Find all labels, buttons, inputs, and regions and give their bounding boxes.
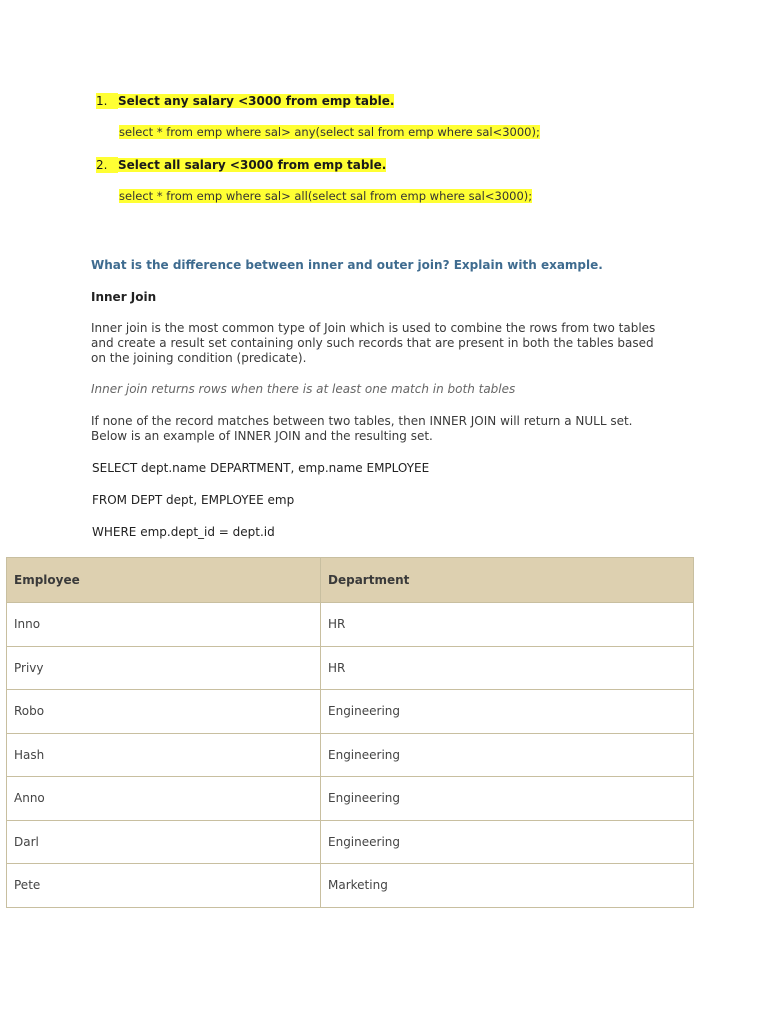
- question-1-title: Select any salary <3000 from emp table.: [118, 94, 395, 108]
- question-2-title: Select all salary <3000 from emp table.: [118, 158, 387, 172]
- table-header-row: [7, 558, 694, 603]
- department-cell: Marketing: [321, 864, 694, 908]
- question-1: [96, 93, 394, 109]
- inner-join-description: Inner join is the most common type of Join which is used to combine the rows from two tables and create a result set containing only such records that are present in both the tables based on the joining condition (predicate).: [91, 321, 656, 365]
- question-2-code: [119, 189, 532, 204]
- table-row: [7, 777, 694, 821]
- table-row: [7, 646, 694, 690]
- department-cell: Engineering: [321, 733, 694, 777]
- table-row: [7, 690, 694, 734]
- employee-cell: Anno: [7, 777, 321, 821]
- sql-line-select: SELECT dept.name DEPARTMENT, emp.name EMPLOYEE: [92, 461, 430, 475]
- result-table: [6, 557, 694, 908]
- question-2-code-text: select * from emp where sal> all(select sal from emp where sal<3000);: [119, 189, 533, 203]
- sql-line-where: WHERE emp.dept_id = dept.id: [92, 525, 275, 539]
- column-header-department: Department: [321, 558, 694, 603]
- inner-join-null-note: If none of the record matches between two tables, then INNER JOIN will return a NULL set. Below is an example of INNER JOIN and the resulting set.: [91, 414, 633, 443]
- employee-cell: Inno: [7, 603, 321, 647]
- department-cell: HR: [321, 646, 694, 690]
- table-row: [7, 820, 694, 864]
- department-cell: Engineering: [321, 820, 694, 864]
- table-row: [7, 864, 694, 908]
- employee-cell: Hash: [7, 733, 321, 777]
- table-row: [7, 603, 694, 647]
- employee-cell: Privy: [7, 646, 321, 690]
- question-2: [96, 157, 386, 173]
- section-subheading: Inner Join: [91, 290, 157, 304]
- department-cell: Engineering: [321, 777, 694, 821]
- department-cell: Engineering: [321, 690, 694, 734]
- employee-cell: Darl: [7, 820, 321, 864]
- question-1-number: 1.: [96, 93, 118, 109]
- question-2-number: 2.: [96, 157, 118, 173]
- sql-line-from: FROM DEPT dept, EMPLOYEE emp: [92, 493, 295, 507]
- table-row: [7, 733, 694, 777]
- department-cell: HR: [321, 603, 694, 647]
- column-header-employee: Employee: [7, 558, 321, 603]
- employee-cell: Robo: [7, 690, 321, 734]
- inner-join-note: Inner join returns rows when there is at least one match in both tables: [91, 382, 516, 396]
- employee-cell: Pete: [7, 864, 321, 908]
- question-1-code-text: select * from emp where sal> any(select sal from emp where sal<3000);: [119, 125, 540, 139]
- question-1-code: [119, 125, 540, 140]
- section-heading: What is the difference between inner and outer join? Explain with example.: [91, 258, 603, 272]
